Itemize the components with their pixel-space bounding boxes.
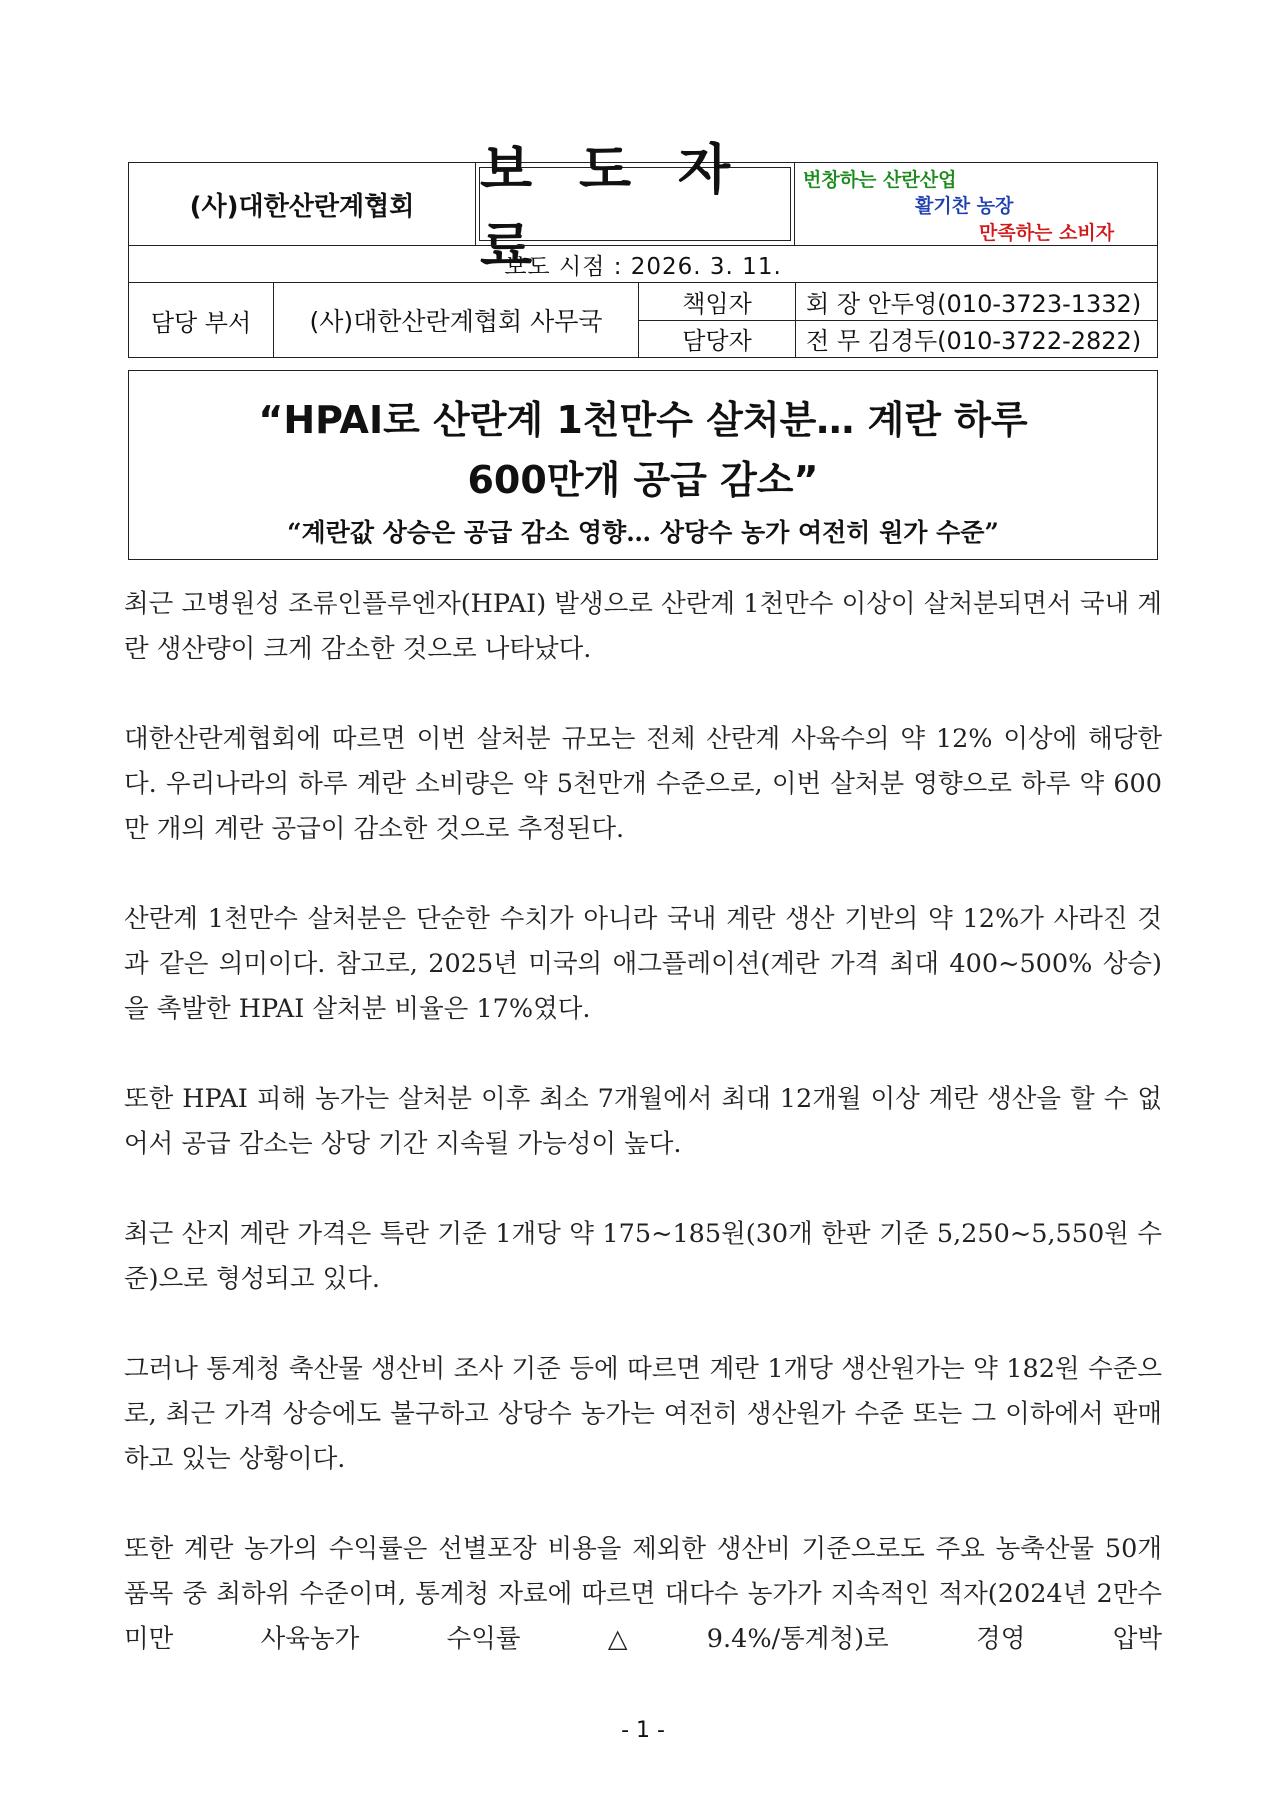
contact-info: 회 장 안두영(010-3723-1332)	[796, 283, 1158, 321]
paragraph: 최근 산지 계란 가격은 특란 기준 1개당 약 175~185원(30개 한판 기준 5,250~5,550원 수준)으로 형성되고 있다.	[124, 1219, 1162, 1294]
slogan-line-1: 번창하는 산란산업	[803, 169, 957, 191]
paragraph: 최근 고병원성 조류인플루엔자(HPAI) 발생으로 산란계 1천만수 이상이 살처분되면서 국내 계란 생산량이 크게 감소한 것으로 나타났다.	[124, 589, 1162, 664]
headline-line-1: “HPAI로 산란계 1천만수 살처분… 계란 하루	[258, 398, 1028, 442]
slogan-line-3: 만족하는 소비자	[979, 222, 1115, 244]
headline-subtitle: “계란값 상승은 공급 감소 영향… 상당수 농가 여전히 원가 수준”	[287, 518, 999, 547]
dept-label: 담당 부서	[129, 283, 274, 358]
date-table	[128, 245, 1158, 283]
headline-box	[128, 370, 1158, 560]
paragraph: 그러나 통계청 축산물 생산비 조사 기준 등에 따르면 계란 1개당 생산원가는 약 182원 수준으로, 최근 가격 상승에도 불구하고 상당수 농가는 여전히 생산원가 수준 또는 그 이하에서 판매하고 있는 상황이다.	[124, 1354, 1162, 1474]
slogan-line-2: 활기찬 농장	[915, 195, 1014, 217]
paragraph: 또한 HPAI 피해 농가는 살처분 이후 최소 7개월에서 최대 12개월 이상 계란 생산을 할 수 없어서 공급 감소는 상당 기간 지속될 가능성이 높다.	[124, 1084, 1162, 1159]
paragraph: 산란계 1천만수 살처분은 단순한 수치가 아니라 국내 계란 생산 기반의 약 12%가 사라진 것과 같은 의미이다. 참고로, 2025년 미국의 애그플레이션(계란 가격 최대 400~500% 상승)을 촉발한 HPAI 살처분 비율은 17%였다.	[124, 904, 1162, 1024]
contact-info: 전 무 김경두(010-3722-2822)	[796, 320, 1158, 358]
paragraph: 또한 계란 농가의 수익률은 선별포장 비용을 제외한 생산비 기준으로도 주요 농축산물 50개 품목 중 최하위 수준이며, 통계청 자료에 따르면 대다수 농가가 지속적인 적자(2024년 2만수 미만 사육농가 수익률 △9.4%/통계청)로 경영 압박	[124, 1534, 1162, 1654]
release-date: 보도 시점 : 2026. 3. 11.	[129, 246, 1158, 283]
headline-line-2: 600만개 공급 감소”	[467, 458, 819, 502]
contact-role: 책임자	[639, 283, 796, 321]
organization-name: (사)대한산란계협회	[129, 163, 476, 246]
page-number: - 1 -	[621, 1718, 665, 1743]
slogan-block	[795, 163, 1158, 246]
contact-table	[128, 282, 1158, 358]
article-body	[124, 582, 1162, 1707]
contact-role: 담당자	[639, 320, 796, 358]
dept-name: (사)대한산란계협회 사무국	[274, 283, 639, 358]
paragraph: 대한산란계협회에 따르면 이번 살처분 규모는 전체 산란계 사육수의 약 12% 이상에 해당한다. 우리나라의 하루 계란 소비량은 약 5천만개 수준으로, 이번 살처분 영향으로 하루 약 600만 개의 계란 공급이 감소한 것으로 추정된다.	[124, 724, 1162, 844]
document-title: 보 도 자 료	[480, 138, 745, 278]
